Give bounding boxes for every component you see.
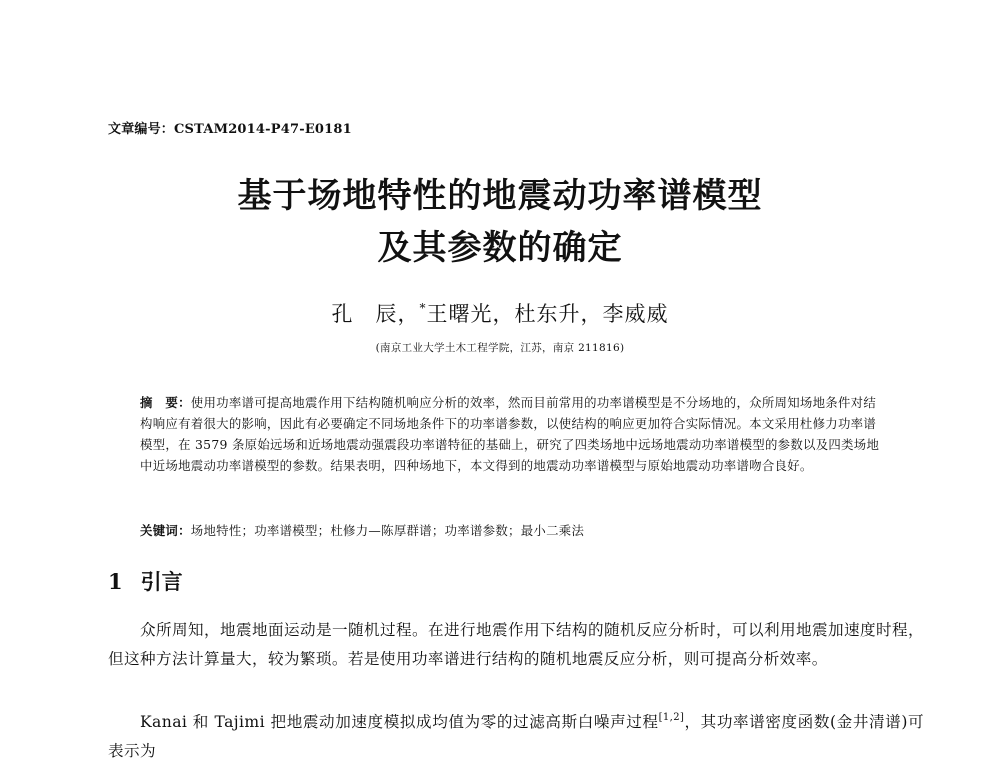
article-number-label: 文章编号： <box>108 122 175 137</box>
section-number: 1 <box>108 569 123 594</box>
author-rest: 王曙光，杜东升，李威威 <box>426 302 669 326</box>
author-first: 孔 辰， <box>331 302 420 326</box>
body-paragraph-1 <box>108 616 924 674</box>
affiliation: (南京工业大学土木工程学院，江苏，南京 211816) <box>375 342 625 354</box>
section-title: 引言 <box>140 570 183 594</box>
paragraph-2-text-a: Kanai 和 Tajimi 把地震动加速度模拟成均值为零的过滤高斯白噪声过程 <box>140 713 659 731</box>
paper-title-line-1: 基于场地特性的地震动功率谱模型 <box>237 176 763 216</box>
abstract <box>140 392 882 476</box>
author-list <box>0 298 1000 328</box>
keywords-text: 场地特性；功率谱模型；杜修力—陈厚群谱；功率谱参数；最小二乘法 <box>190 523 585 538</box>
paragraph-1-text: 众所周知，地震地面运动是一随机过程。在进行地震作用下结构的随机反应分析时，可以利用地震加速度时程，但这种方法计算量大，较为繁琐。若是使用功率谱进行结构的随机地震反应分析，则可提高分析效率。 <box>108 621 924 668</box>
keywords <box>140 521 882 539</box>
article-number <box>108 118 352 137</box>
keywords-label: 关键词： <box>140 523 191 538</box>
abstract-text: 使用功率谱可提高地震作用下结构随机响应分析的效率，然而目前常用的功率谱模型是不分场地的，众所周知场地条件对结构响应有着很大的影响，因此有必要确定不同场地条件下的功率谱参数，以使结构的响应更加符合实际情况。本文采用杜修力功率谱模型，在 3579 条原始远场和近场地震动强震段功率谱特征的基础上，研究了四类场地中远场地震动功率谱模型的参数以及四类场地中近场地震动功率谱模型的参数。结果表明，四种场地下，本文得到的地震动功率谱模型与原始地震动功率谱吻合良好。 <box>140 395 880 473</box>
citation-ref[interactable]: [1,2] <box>658 712 685 723</box>
section-heading <box>108 566 183 596</box>
abstract-label: 摘 要： <box>140 395 191 410</box>
body-paragraph-2 <box>108 703 924 766</box>
paper-title-line-2: 及其参数的确定 <box>377 228 623 268</box>
paragraph-2-text-b: ，其功率谱密度函数(金井清谱)可表示为 <box>108 713 924 760</box>
article-number-value: CSTAM2014-P47-E0181 <box>174 122 352 137</box>
corresponding-author-mark: * <box>419 301 427 315</box>
